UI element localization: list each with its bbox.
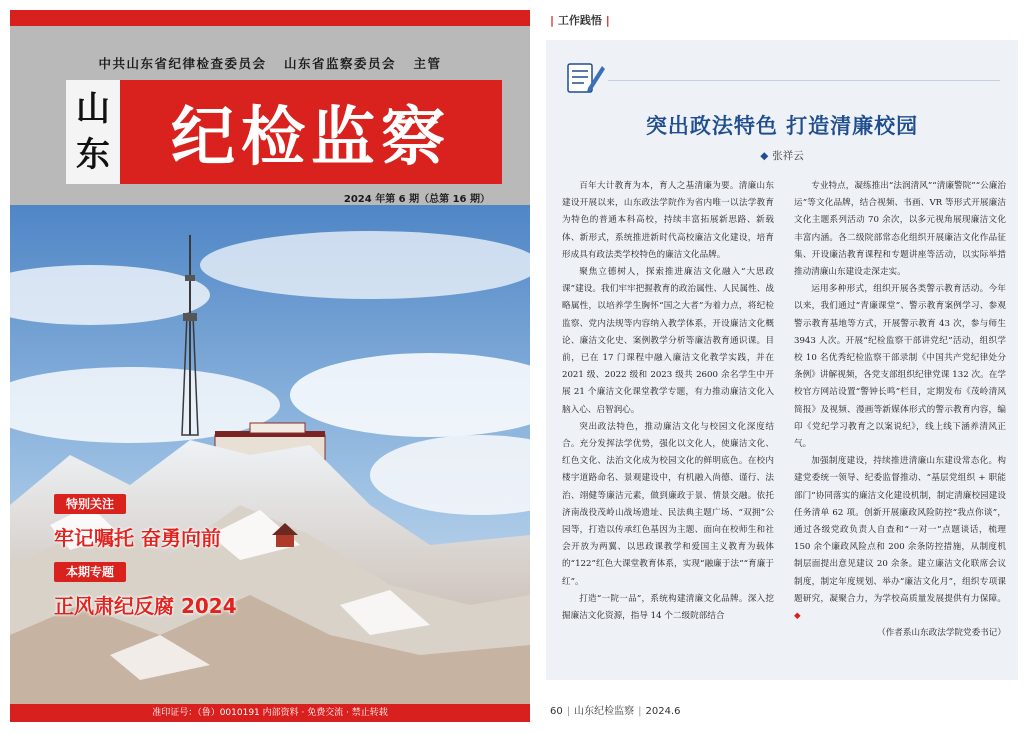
pen-document-icon xyxy=(564,56,606,98)
section-label-text: 工作践悟 xyxy=(557,14,602,27)
masthead-region-char-2: 东 xyxy=(76,135,110,175)
article-body xyxy=(562,178,1006,668)
issue-number: 2024 年第 6 期（总第 16 期） xyxy=(343,194,490,205)
end-mark-icon: ◆ xyxy=(794,611,801,622)
author-signature: （作者系山东政法学院党委书记） xyxy=(877,628,1006,639)
section-label: | 工作践悟 | xyxy=(550,14,610,27)
masthead-region xyxy=(66,80,120,184)
article-column-2 xyxy=(794,178,1006,668)
headline-topic: 正风肃纪反腐 2024 xyxy=(54,594,237,618)
cover-photo-snowy-mountain xyxy=(10,205,530,722)
cover-sponsor-line: 中共山东省纪律检查委员会 山东省监察委员会 主管 xyxy=(98,56,442,71)
magazine-cover xyxy=(10,10,530,722)
paragraph: 百年大计教育为本，育人之基清廉为要。清廉山东建设开展以来，山东政法学院作为省内唯一以法学教育为特色的普通本科高校，持续丰富拓展新思路、新载体、新形式，系统推进新时代高校廉洁文化建设，培育形成具有政法类学校特色的廉洁文化品牌。 xyxy=(562,181,774,260)
cover-top-bar xyxy=(10,10,530,26)
paragraph: 专业特点，凝练推出“法润清风”“清廉警院”“公廉治运”等文化品牌，结合视频、书画、VR 等形式开展廉洁文化主题系列活动 70 余次，以多元视角展现廉洁文化丰富内涵。各二级院部常态化组织开展廉洁文化作品征集、开设廉洁教育课程和专题讲座等活动，以实际举措推动清廉山东建设走深走实。 xyxy=(794,181,1006,278)
paragraph: 打造“一院一品”，系统构建清廉文化品牌。深入挖掘廉洁文化资源，指导 14 个二级院部结合 xyxy=(562,593,774,622)
diamond-icon: ◆ xyxy=(760,150,769,162)
paragraph: 运用多种形式，组织开展各类警示教育活动。今年以来，我们通过“青廉课堂”、警示教育案例学习、参观警示教育基地等方式，开展警示教育 43 次，参与师生 3943 人次。开展“纪检监察干部讲党纪”活动，组织学校 10 名优秀纪检监察干部录制《中国共产党纪律处分条例》讲解视频，各党支部组织纪律党课 132 次。在学校官方网站设置“警钟长鸣”栏目，定期发布《茂岭清风简报》及视频、漫画等新媒体形式的警示教育内容，编印《党纪学习教育之以案说纪》，线上线下涵养清风正气。 xyxy=(794,284,1006,450)
cover-bottom-bar: 准印证号：（鲁）0010191 内部资料 · 免费交流 · 禁止转载 xyxy=(10,704,530,722)
author-name: 张祥云 xyxy=(772,150,804,162)
header-divider xyxy=(608,80,1000,81)
footer-date: 2024.6 xyxy=(645,706,681,717)
masthead xyxy=(66,80,502,184)
headline-special: 牢记嘱托 奋勇向前 xyxy=(54,526,221,550)
article-column-1 xyxy=(562,178,774,668)
tag-special-focus: 特别关注 xyxy=(54,494,126,514)
article-page xyxy=(540,10,1024,722)
page-number: 60 xyxy=(550,706,563,717)
paragraph: 聚焦立德树人，探索推进廉洁文化融入“大思政课”建设。我们牢牢把握教育的政治属性、人民属性、战略属性，以培养学生胸怀“国之大者”为着力点，将纪检监察、党内法规等内容纳入教学体系，开设廉洁文化概论、廉洁文化史、案例教学分析等廉洁教育通识课。目前，已在 17 门课程中融入廉洁文化教学实践，并在 2021 级、2022 级和 2023 级共 2600 余名学生中开展 21 个廉洁文化课堂教学专题，有力推动廉洁文化入脑入心、启智润心。 xyxy=(562,267,774,415)
footer-magazine: 山东纪检监察 xyxy=(574,706,635,717)
article-panel xyxy=(546,40,1018,680)
article-title: 突出政法特色 打造清廉校园 xyxy=(645,113,919,138)
tag-this-issue-topic: 本期专题 xyxy=(54,562,126,582)
masthead-region-char-1: 山 xyxy=(76,89,110,129)
mountain-illustration xyxy=(10,205,530,722)
paragraph: 突出政法特色，推动廉洁文化与校园文化深度结合。充分发挥法学优势，强化以文化人，使廉洁文化、红色文化、法治文化成为校园文化的鲜明底色。在校内楼宇道路命名、景观建设中，有机融入尚德、谨行、法治、翊健等廉洁元素，做到廉政于景、情景交融。依托济南战役茂岭山战场遗址、民法典主题广场、“双拥”公园等，打造以传承红色基因为主题、面向在校师生和社会开放为两翼、以思政课教学和爱国主义教育为载体的“122”红色大课堂教育体系，实现“融廉于法”“育廉于红”。 xyxy=(562,421,774,587)
article-author xyxy=(546,148,1018,163)
masthead-title: 纪检监察 xyxy=(120,80,502,184)
page-footer: 60 | 山东纪检监察 | 2024.6 xyxy=(550,706,681,717)
paragraph: 加强制度建设，持续推进清廉山东建设常态化。构建党委统一领导、纪委监督推动、“基层党组织 + 职能部门”协同落实的廉洁文化建设机制，制定清廉校园建设任务清单 62 项。创新开展廉政风险防控“我点你谈”，通过各级党政负责人自查和“一对一”点题谈话，梳理 150 余个廉政风险点和 200 余条防控措施，从制度机制层面提出意见建议 20 余条。建立廉洁文化联席会议制度，制定年度规划、举办“廉洁文化月”，组织专项课题研究，凝聚合力，为学校高质量发展提供有力保障。◆ xyxy=(794,456,1006,622)
